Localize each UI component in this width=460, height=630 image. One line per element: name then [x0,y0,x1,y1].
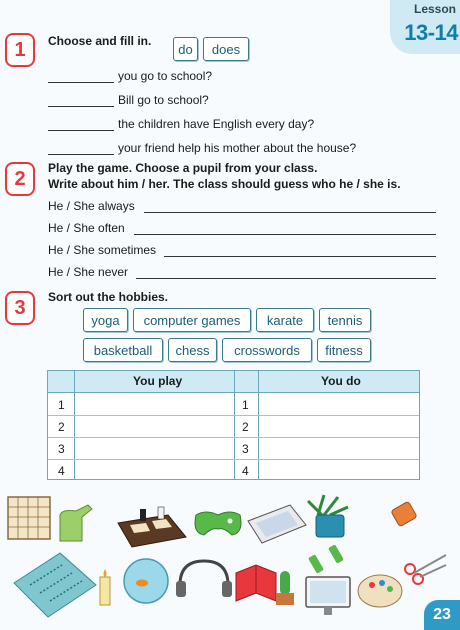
divider [48,459,419,460]
hobby-crosswords[interactable]: crosswords [222,338,312,362]
prompt-sometimes: He / She sometimes [48,243,157,257]
lesson-tab [390,0,460,54]
exercise-2-number: 2 [5,162,35,196]
hobbies-table [47,370,420,480]
prompt-never: He / She never [48,265,129,279]
lesson-number: 13-14 [404,20,458,45]
row-number: 4 [58,464,65,478]
dumbbell-icon [308,544,344,574]
hobby-computer-games[interactable]: computer games [133,308,251,332]
candle-icon [100,569,110,605]
row-number: 4 [242,464,249,478]
potted-plant-icon [308,495,348,537]
hobby-basketball[interactable]: basketball [83,338,163,362]
divider [258,371,259,479]
fish-bowl-icon [124,559,168,603]
computer-monitor-icon [306,577,350,615]
col-you-play: You play [133,374,183,388]
row-number: 1 [242,398,249,412]
headphones-icon [176,561,232,597]
prompt-often: He / She often [48,221,125,235]
row-number: 3 [58,442,65,456]
prompt-always: He / She always [48,199,135,213]
hobby-chess[interactable]: chess [168,338,217,362]
book-icon [236,565,276,601]
sentence-2: Bill go to school? [118,93,209,107]
divider [48,415,419,416]
col-you-do: You do [321,374,361,388]
row-number: 1 [58,398,65,412]
watering-can-icon [60,505,92,541]
paint-palette-icon [358,575,402,607]
option-do[interactable]: do [173,37,198,61]
hobby-fitness[interactable]: fitness [317,338,371,362]
row-number: 2 [58,420,65,434]
answer-line[interactable] [164,256,436,257]
lesson-word: Lesson [413,2,456,16]
exercise-3-number: 3 [5,291,35,325]
cross-stitch-mat-icon [14,553,96,617]
divider [234,371,235,479]
answer-line[interactable] [144,212,436,213]
blank-line[interactable] [48,154,114,155]
crossword-grid-icon [8,497,50,539]
row-number: 2 [242,420,249,434]
hobby-yoga[interactable]: yoga [83,308,128,332]
blank-line[interactable] [48,106,114,107]
sentence-1: you go to school? [118,69,213,83]
drawing-tablet-icon [248,505,306,543]
hobby-tennis[interactable]: tennis [319,308,371,332]
exercise-2-instruction-1: Play the game. Choose a pupil from your class. [48,161,318,175]
exercise-1-instruction: Choose and fill in. [48,34,152,48]
paint-tube-icon [391,501,417,527]
answer-line[interactable] [136,278,436,279]
scissors-icon [405,555,446,584]
row-number: 3 [242,442,249,456]
exercise-3-instruction: Sort out the hobbies. [48,290,168,304]
page-number: 23 [424,600,460,630]
cactus-icon [276,571,294,605]
blank-line[interactable] [48,82,114,83]
divider [48,437,419,438]
sentence-3: the children have English every day? [118,117,315,131]
chess-board-icon [118,507,186,547]
gamepad-icon [195,512,241,535]
divider [74,371,75,479]
answer-line[interactable] [134,234,436,235]
exercise-1-number: 1 [5,33,35,67]
sentence-4: your friend help his mother about the house? [118,141,357,155]
blank-line[interactable] [48,130,114,131]
hobby-items-illustration [0,485,460,630]
option-does[interactable]: does [203,37,249,61]
hobby-karate[interactable]: karate [256,308,314,332]
exercise-2-instruction-2: Write about him / her. The class should guess who he / she is. [48,177,401,191]
